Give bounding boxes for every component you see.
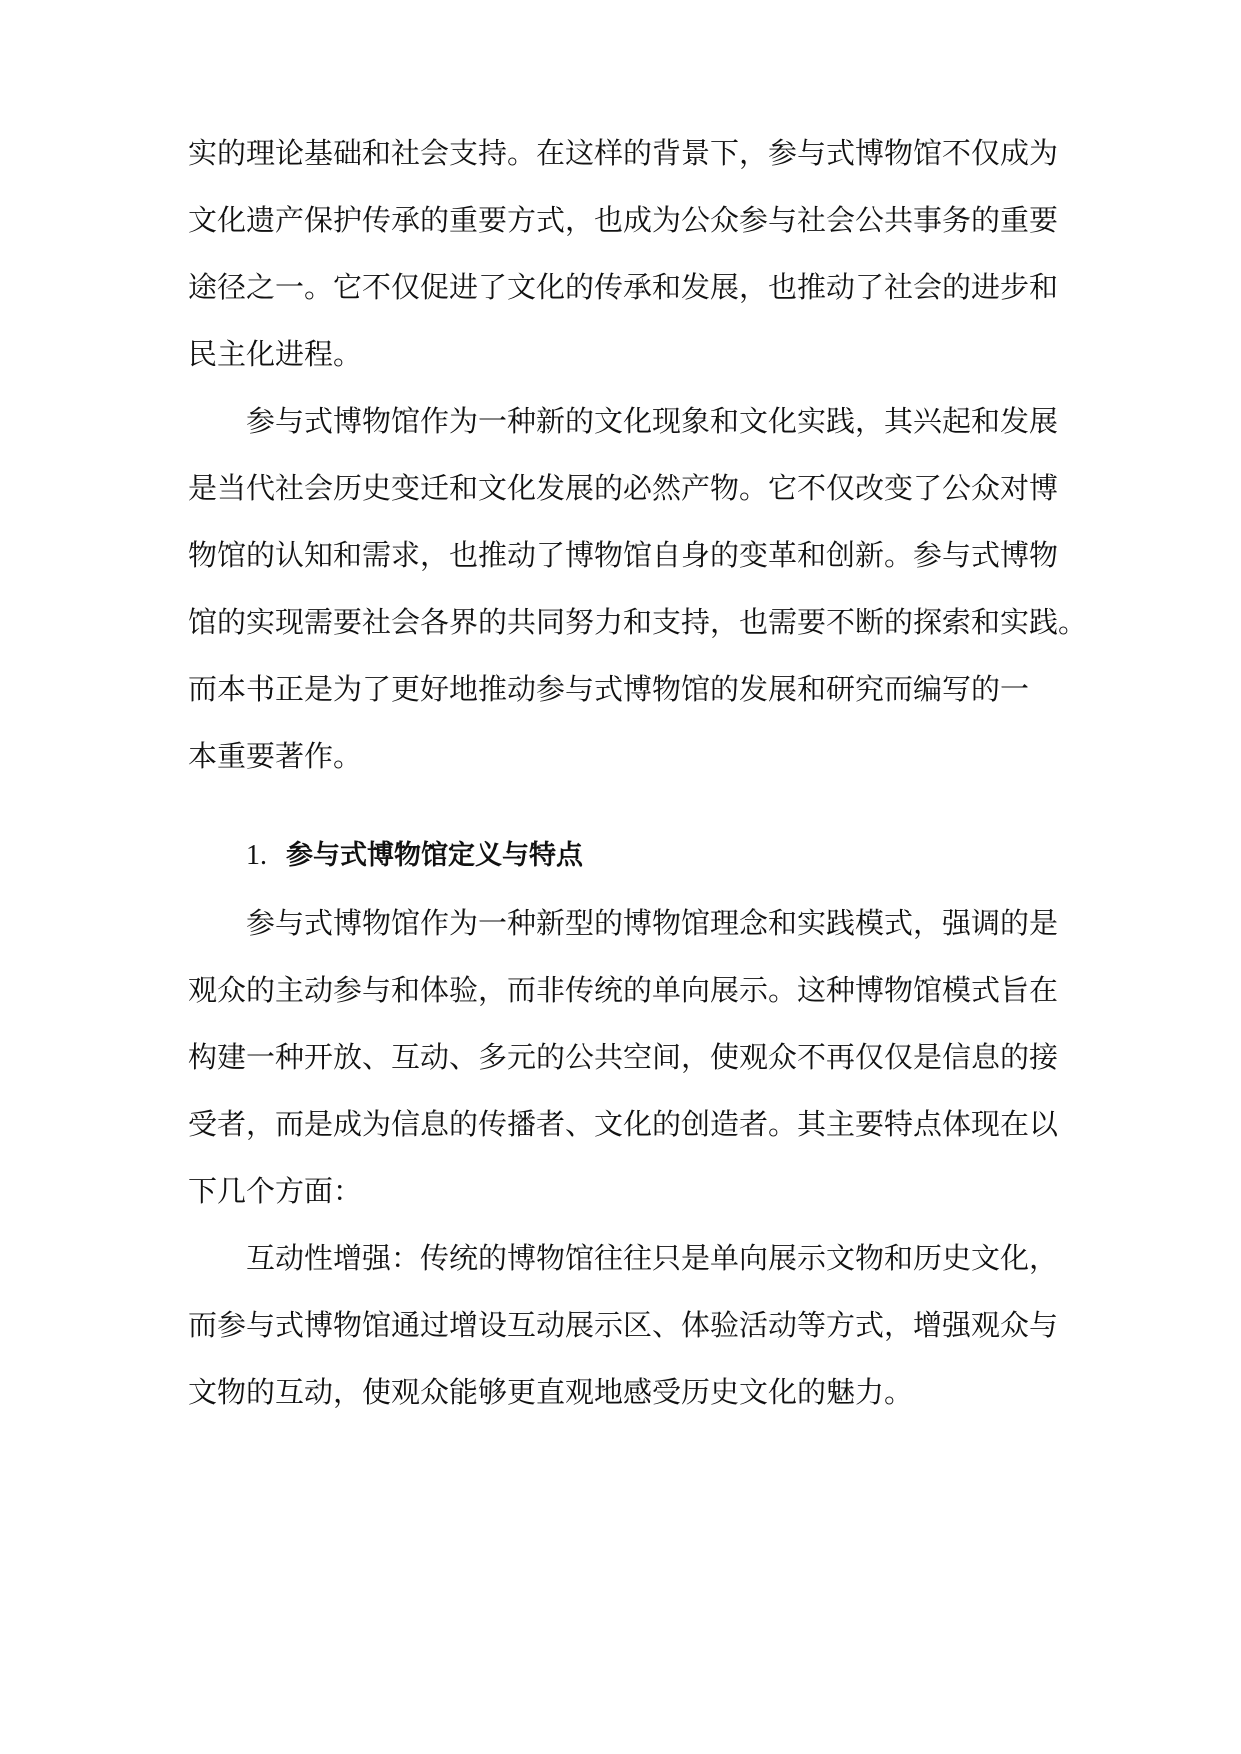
paragraph-3-line-3: 构建一种开放、互动、多元的公共空间，使观众不再仅仅是信息的接 [188,1040,1059,1074]
paragraph-3-line-5: 下几个方面： [188,1174,363,1208]
paragraph-4-line-1: 互动性增强：传统的博物馆往往只是单向展示文物和历史文化， [246,1241,1059,1275]
paragraph-2-line-4: 馆的实现需要社会各界的共同努力和支持，也需要不断的探索和实践。 [188,605,1088,639]
paragraph-2-line-6: 本重要著作。 [188,739,363,773]
paragraph-3-line-4: 受者，而是成为信息的传播者、文化的创造者。其主要特点体现在以 [188,1107,1059,1141]
paragraph-2-line-2: 是当代社会历史变迁和文化发展的必然产物。它不仅改变了公众对博 [188,471,1059,505]
paragraph-1-line-3: 途径之一。它不仅促进了文化的传承和发展，也推动了社会的进步和 [188,270,1059,304]
paragraph-2-line-5: 而本书正是为了更好地推动参与式博物馆的发展和研究而编写的一 [188,672,1030,706]
paragraph-2-line-3: 物馆的认知和需求，也推动了博物馆自身的变革和创新。参与式博物 [188,538,1059,572]
paragraph-4-line-3: 文物的互动，使观众能够更直观地感受历史文化的魅力。 [188,1375,914,1409]
paragraph-1-line-1: 实的理论基础和社会支持。在这样的背景下，参与式博物馆不仅成为 [188,136,1059,170]
paragraph-3-line-2: 观众的主动参与和体验，而非传统的单向展示。这种博物馆模式旨在 [188,973,1059,1007]
section-number: 1. [246,840,267,871]
section-heading [246,836,583,876]
paragraph-3-line-1: 参与式博物馆作为一种新型的博物馆理念和实践模式，强调的是 [246,906,1059,940]
paragraph-1-line-2: 文化遗产保护传承的重要方式，也成为公众参与社会公共事务的重要 [188,203,1059,237]
paragraph-4-line-2: 而参与式博物馆通过增设互动展示区、体验活动等方式，增强观众与 [188,1308,1059,1342]
paragraph-2-line-1: 参与式博物馆作为一种新的文化现象和文化实践，其兴起和发展 [246,404,1059,438]
section-title: 参与式博物馆定义与特点 [286,840,583,871]
paragraph-1-line-4: 民主化进程。 [188,337,363,371]
